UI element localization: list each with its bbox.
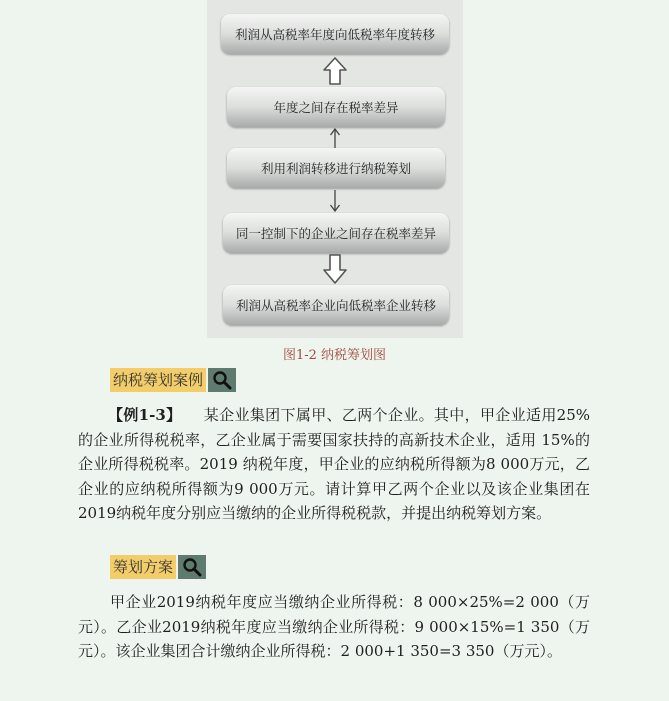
search-icon	[208, 368, 236, 392]
diagram-box-year-rate-difference: 年度之间存在税率差异	[227, 87, 445, 127]
hollow-up-arrow-icon	[320, 56, 350, 86]
plan-section-label: 筹划方案	[110, 555, 176, 579]
case-section-header	[110, 368, 236, 392]
example-text: 某企业集团下属甲、乙两个企业。其中，甲企业适用25%的企业所得税税率，乙企业属于需要国家扶持的高新技术企业，适用 15%的企业所得税税率。2019 纳税年度，甲企业的应纳税所得额为8 000万元，乙企业的应纳税所得额为9 000万元。请计算甲乙两个企业以及该企业集团在2019纳税年度分别应当缴纳的企业所得税税款，并提出纳税筹划方案。	[78, 406, 590, 522]
hollow-down-arrow-icon	[320, 253, 350, 285]
diagram-box-profit-transfer-planning: 利用利润转移进行纳税筹划	[227, 148, 445, 188]
thin-up-arrow-icon	[320, 127, 350, 149]
thin-down-arrow-icon	[320, 189, 350, 213]
diagram-box-enterprise-rate-difference: 同一控制下的企业之间存在税率差异	[223, 213, 449, 253]
figure-caption: 图1-2 纳税筹划图	[282, 348, 387, 363]
diagram-box-enterprise-transfer: 利润从高税率企业向低税率企业转移	[223, 285, 449, 325]
example-paragraph	[78, 403, 590, 526]
search-icon	[178, 555, 206, 579]
diagram-box-year-transfer: 利润从高税率年度向低税率年度转移	[221, 14, 449, 54]
solution-paragraph: 甲企业2019纳税年度应当缴纳企业所得税：8 000×25%=2 000（万元）。乙企业2019纳税年度应当缴纳企业所得税：9 000×15%=1 350（万元）。该企业集团合计缴纳企业所得税：2 000+1 350=3 350（万元）。	[78, 593, 590, 660]
example-tag: 【例1-3】	[108, 406, 182, 424]
tax-planning-diagram	[207, 0, 463, 338]
case-section-label: 纳税筹划案例	[110, 368, 206, 392]
plan-section-header	[110, 555, 206, 579]
